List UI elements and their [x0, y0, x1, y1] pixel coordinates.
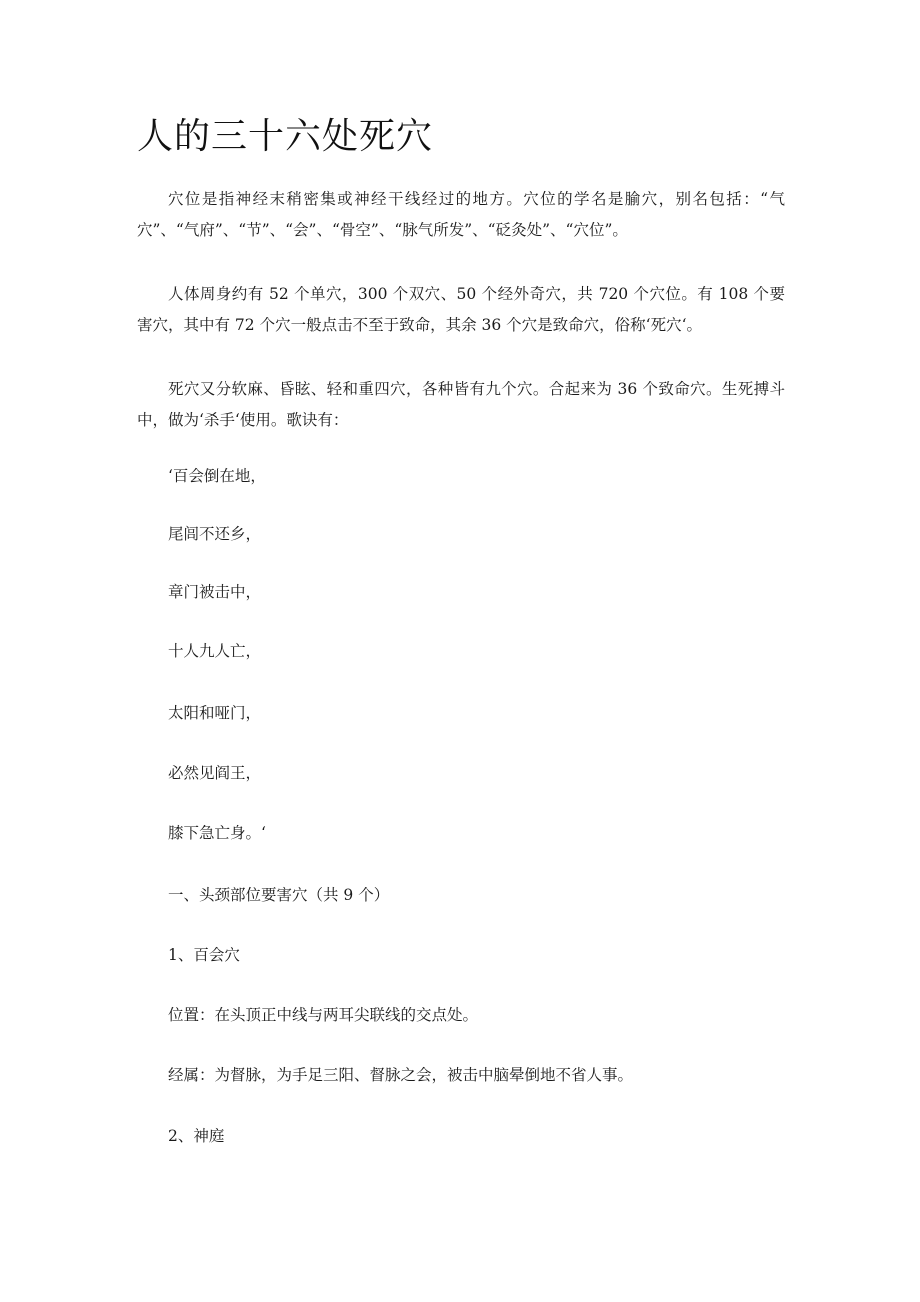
- verse-line: 必然见阎王，: [168, 764, 262, 782]
- paragraph-death-points: 死穴又分软麻、昏眩、轻和重四穴，各种皆有九个穴。合起来为 36 个致命穴。生死搏斗中，做为‘杀手‘使用。歌诀有：: [137, 380, 785, 429]
- verse-line: 太阳和哑门，: [168, 704, 262, 722]
- verse-line: 章门被击中，: [168, 583, 262, 601]
- verse-line: 十人九人亡，: [168, 642, 262, 660]
- section-heading: 一、头颈部位要害穴（共 9 个）: [168, 886, 390, 904]
- item-location: 位置：在头顶正中线与两耳尖联线的交点处。: [168, 1006, 479, 1024]
- document-title: 人的三十六处死穴: [137, 116, 434, 157]
- paragraph-acupoint-definition: 穴位是指神经末稍密集或神经干线经过的地方。穴位的学名是腧穴，别名包括：“气穴”、“气府”、“节”、“会”、“骨空”、“脉气所发”、“砭灸处”、“穴位”。: [137, 190, 785, 239]
- paragraph-acupoint-count: 人体周身约有 52 个单穴，300 个双穴、50 个经外奇穴，共 720 个穴位。有 108 个要害穴，其中有 72 个穴一般点击不至于致命，其余 36 个穴是致命穴，俗称‘死穴‘。: [137, 285, 785, 334]
- item-heading: 1、百会穴: [168, 946, 240, 964]
- verse-line: 尾闾不还乡，: [168, 525, 262, 543]
- item-heading: 2、神庭: [168, 1127, 225, 1145]
- verse-line: ‘百会倒在地，: [168, 467, 266, 485]
- item-meridian: 经属：为督脉，为手足三阳、督脉之会，被击中脑晕倒地不省人事。: [168, 1066, 634, 1084]
- verse-line: 膝下急亡身。‘: [168, 824, 266, 842]
